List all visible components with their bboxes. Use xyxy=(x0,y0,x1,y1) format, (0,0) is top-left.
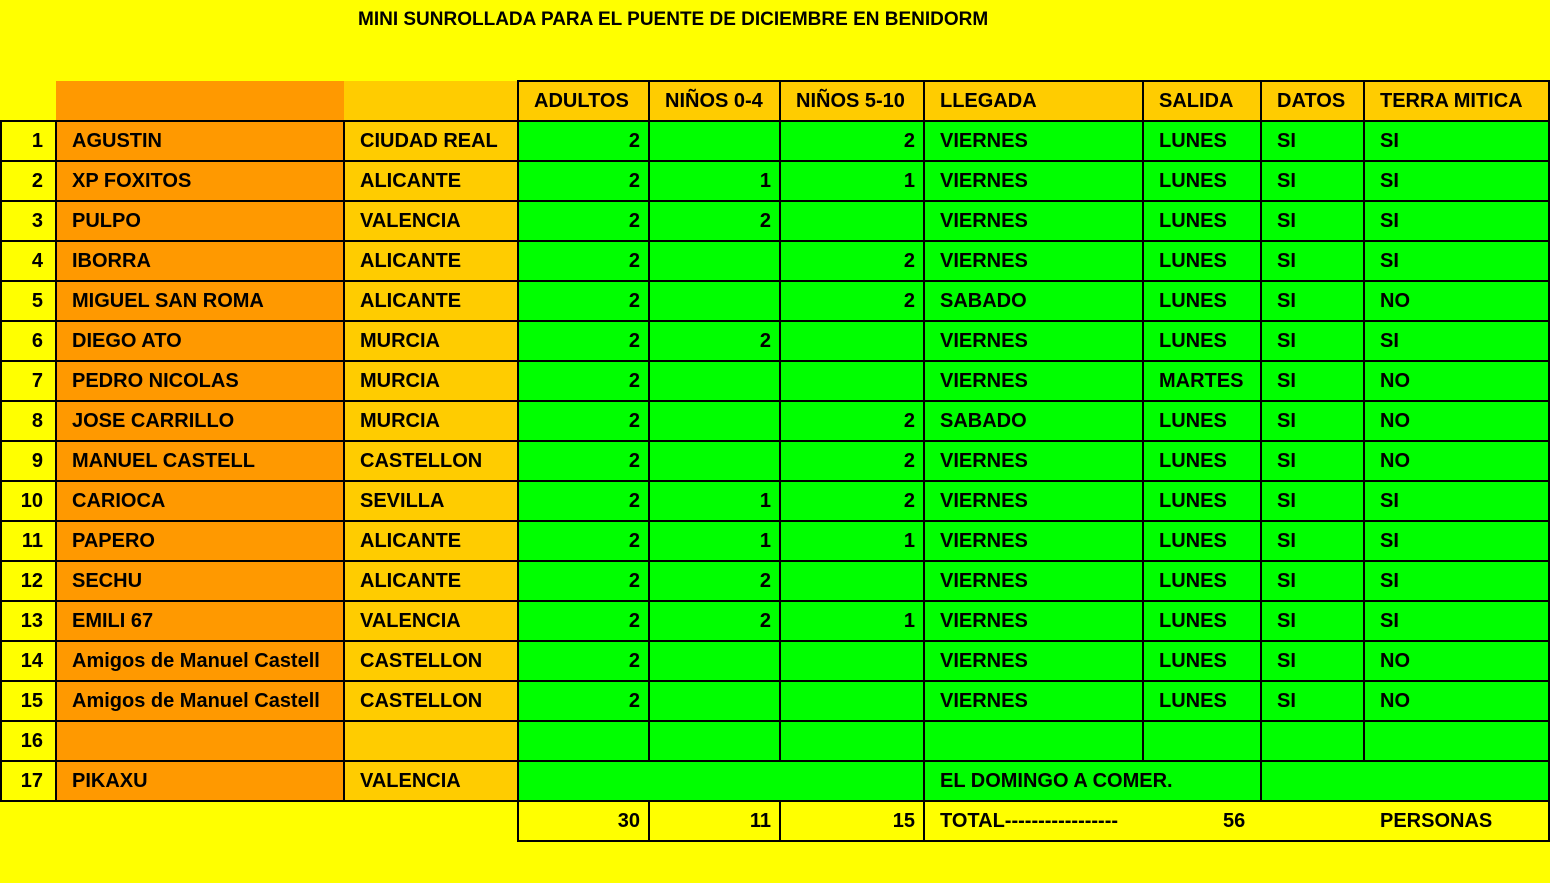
participant-city: SEVILLA xyxy=(344,481,518,521)
participant-city: MURCIA xyxy=(344,401,518,441)
participant-name: EMILI 67 xyxy=(56,601,344,641)
datos-value: SI xyxy=(1261,121,1364,161)
header-salida: SALIDA xyxy=(1143,81,1261,121)
datos-value: SI xyxy=(1261,441,1364,481)
participant-city: CIUDAD REAL xyxy=(344,121,518,161)
participants-table xyxy=(0,80,1550,842)
row-number: 6 xyxy=(1,321,56,361)
ninos-0-4-count xyxy=(649,121,780,161)
salida-day: LUNES xyxy=(1143,601,1261,641)
row-number: 15 xyxy=(1,681,56,721)
datos-value: SI xyxy=(1261,641,1364,681)
salida-day: LUNES xyxy=(1143,241,1261,281)
participant-name: MIGUEL SAN ROMA xyxy=(56,281,344,321)
adultos-count: 2 xyxy=(518,161,649,201)
participant-name: PULPO xyxy=(56,201,344,241)
table-row xyxy=(1,761,1549,801)
datos-value xyxy=(1261,721,1364,761)
llegada-day: VIERNES xyxy=(924,201,1143,241)
participant-name: AGUSTIN xyxy=(56,121,344,161)
terra-mitica-value: SI xyxy=(1364,521,1549,561)
llegada-day: VIERNES xyxy=(924,481,1143,521)
salida-day: LUNES xyxy=(1143,521,1261,561)
terra-mitica-value: NO xyxy=(1364,401,1549,441)
terra-mitica-value: NO xyxy=(1364,641,1549,681)
datos-value: SI xyxy=(1261,161,1364,201)
terra-mitica-value: SI xyxy=(1364,601,1549,641)
participant-city: ALICANTE xyxy=(344,161,518,201)
row-note: EL DOMINGO A COMER. xyxy=(924,761,1261,801)
llegada-day: VIERNES xyxy=(924,681,1143,721)
terra-mitica-value: SI xyxy=(1364,241,1549,281)
table-row xyxy=(1,361,1549,401)
terra-mitica-value: SI xyxy=(1364,201,1549,241)
llegada-day: VIERNES xyxy=(924,561,1143,601)
ninos-0-4-count: 1 xyxy=(649,521,780,561)
terra-mitica-value: NO xyxy=(1364,361,1549,401)
total-label: TOTAL----------------- xyxy=(940,810,1119,832)
ninos-0-4-count: 2 xyxy=(649,561,780,601)
table-row xyxy=(1,241,1549,281)
total-summary xyxy=(924,801,1549,841)
row-number: 7 xyxy=(1,361,56,401)
salida-day: LUNES xyxy=(1143,161,1261,201)
adultos-count xyxy=(518,721,649,761)
participant-city: VALENCIA xyxy=(344,201,518,241)
participant-name: IBORRA xyxy=(56,241,344,281)
llegada-day xyxy=(924,721,1143,761)
participant-name xyxy=(56,721,344,761)
ninos-0-4-count xyxy=(649,641,780,681)
llegada-day: VIERNES xyxy=(924,321,1143,361)
header-terra-mitica: TERRA MITICA xyxy=(1364,81,1549,121)
llegada-day: VIERNES xyxy=(924,161,1143,201)
llegada-day: VIERNES xyxy=(924,121,1143,161)
terra-mitica-value xyxy=(1364,721,1549,761)
table-row xyxy=(1,481,1549,521)
salida-day: MARTES xyxy=(1143,361,1261,401)
participant-name: DIEGO ATO xyxy=(56,321,344,361)
ninos-5-10-count xyxy=(780,321,924,361)
table-row xyxy=(1,681,1549,721)
row-number: 9 xyxy=(1,441,56,481)
adultos-count: 2 xyxy=(518,281,649,321)
sheet-title: MINI SUNROLLADA PARA EL PUENTE DE DICIEMBRE EN BENIDORM xyxy=(358,9,989,30)
row-number: 14 xyxy=(1,641,56,681)
terra-mitica-value: SI xyxy=(1364,161,1549,201)
table-row xyxy=(1,161,1549,201)
table-row xyxy=(1,601,1549,641)
ninos-0-4-count: 2 xyxy=(649,201,780,241)
adultos-count: 2 xyxy=(518,361,649,401)
terra-mitica-value: SI xyxy=(1364,481,1549,521)
ninos-0-4-count xyxy=(649,401,780,441)
ninos-0-4-count xyxy=(649,361,780,401)
llegada-day: VIERNES xyxy=(924,521,1143,561)
table-row xyxy=(1,521,1549,561)
ninos-0-4-count: 1 xyxy=(649,481,780,521)
terra-mitica-value: SI xyxy=(1364,121,1549,161)
datos-value: SI xyxy=(1261,361,1364,401)
ninos-5-10-count: 1 xyxy=(780,161,924,201)
row-number: 5 xyxy=(1,281,56,321)
participant-name: Amigos de Manuel Castell xyxy=(56,641,344,681)
ninos-0-4-count xyxy=(649,681,780,721)
total-ninos-5-10: 15 xyxy=(780,801,924,841)
ninos-0-4-count xyxy=(649,721,780,761)
adultos-count: 2 xyxy=(518,441,649,481)
salida-day: LUNES xyxy=(1143,681,1261,721)
terra-mitica-value: NO xyxy=(1364,441,1549,481)
llegada-day: SABADO xyxy=(924,281,1143,321)
participant-city: VALENCIA xyxy=(344,761,518,801)
participant-city: MURCIA xyxy=(344,321,518,361)
participant-city: VALENCIA xyxy=(344,601,518,641)
ninos-5-10-count: 2 xyxy=(780,121,924,161)
row-number: 1 xyxy=(1,121,56,161)
adultos-count: 2 xyxy=(518,641,649,681)
merged-empty-cell xyxy=(518,761,924,801)
ninos-5-10-count xyxy=(780,361,924,401)
table-row xyxy=(1,321,1549,361)
table-row xyxy=(1,641,1549,681)
participant-city: ALICANTE xyxy=(344,561,518,601)
table-row xyxy=(1,201,1549,241)
participant-city: CASTELLON xyxy=(344,641,518,681)
ninos-0-4-count: 2 xyxy=(649,601,780,641)
adultos-count: 2 xyxy=(518,121,649,161)
ninos-5-10-count: 2 xyxy=(780,401,924,441)
ninos-5-10-count xyxy=(780,721,924,761)
header-row xyxy=(1,81,1549,121)
header-ninos-5-10: NIÑOS 5-10 xyxy=(780,81,924,121)
datos-value: SI xyxy=(1261,241,1364,281)
row-number: 11 xyxy=(1,521,56,561)
salida-day: LUNES xyxy=(1143,321,1261,361)
participant-city: MURCIA xyxy=(344,361,518,401)
ninos-5-10-count: 2 xyxy=(780,481,924,521)
datos-value: SI xyxy=(1261,481,1364,521)
participant-city: ALICANTE xyxy=(344,521,518,561)
participant-name: CARIOCA xyxy=(56,481,344,521)
row-number: 16 xyxy=(1,721,56,761)
row-number: 4 xyxy=(1,241,56,281)
header-city-cell xyxy=(344,81,518,121)
participant-name: MANUEL CASTELL xyxy=(56,441,344,481)
adultos-count: 2 xyxy=(518,601,649,641)
salida-day: LUNES xyxy=(1143,641,1261,681)
table-row xyxy=(1,721,1549,761)
salida-day: LUNES xyxy=(1143,201,1261,241)
row-number: 10 xyxy=(1,481,56,521)
participant-city xyxy=(344,721,518,761)
ninos-0-4-count: 2 xyxy=(649,321,780,361)
datos-value: SI xyxy=(1261,401,1364,441)
salida-day: LUNES xyxy=(1143,121,1261,161)
ninos-5-10-count xyxy=(780,641,924,681)
ninos-5-10-count xyxy=(780,561,924,601)
merged-empty-cell xyxy=(1261,761,1549,801)
llegada-day: VIERNES xyxy=(924,601,1143,641)
adultos-count: 2 xyxy=(518,201,649,241)
salida-day: LUNES xyxy=(1143,561,1261,601)
total-value: 56 xyxy=(1223,810,1246,832)
ninos-5-10-count: 2 xyxy=(780,241,924,281)
table-row xyxy=(1,281,1549,321)
salida-day: LUNES xyxy=(1143,401,1261,441)
row-number: 13 xyxy=(1,601,56,641)
row-number: 3 xyxy=(1,201,56,241)
participant-city: ALICANTE xyxy=(344,281,518,321)
totals-row xyxy=(1,801,1549,841)
participant-name: XP FOXITOS xyxy=(56,161,344,201)
terra-mitica-value: NO xyxy=(1364,281,1549,321)
ninos-0-4-count xyxy=(649,281,780,321)
ninos-5-10-count: 2 xyxy=(780,281,924,321)
terra-mitica-value: NO xyxy=(1364,681,1549,721)
participant-name: SECHU xyxy=(56,561,344,601)
adultos-count: 2 xyxy=(518,521,649,561)
llegada-day: VIERNES xyxy=(924,361,1143,401)
llegada-day: VIERNES xyxy=(924,641,1143,681)
salida-day: LUNES xyxy=(1143,441,1261,481)
salida-day: LUNES xyxy=(1143,281,1261,321)
total-ninos-0-4: 11 xyxy=(649,801,780,841)
row-number: 12 xyxy=(1,561,56,601)
ninos-5-10-count xyxy=(780,681,924,721)
adultos-count: 2 xyxy=(518,681,649,721)
adultos-count: 2 xyxy=(518,401,649,441)
row-number: 17 xyxy=(1,761,56,801)
total-adultos: 30 xyxy=(518,801,649,841)
ninos-0-4-count xyxy=(649,241,780,281)
table-row xyxy=(1,121,1549,161)
ninos-5-10-count: 2 xyxy=(780,441,924,481)
llegada-day: VIERNES xyxy=(924,241,1143,281)
total-unit: PERSONAS xyxy=(1380,810,1493,832)
participant-city: CASTELLON xyxy=(344,441,518,481)
totals-spacer xyxy=(1,801,518,841)
header-name-cell xyxy=(56,81,344,121)
header-ninos-0-4: NIÑOS 0-4 xyxy=(649,81,780,121)
datos-value: SI xyxy=(1261,521,1364,561)
header-llegada: LLEGADA xyxy=(924,81,1143,121)
datos-value: SI xyxy=(1261,281,1364,321)
row-number: 2 xyxy=(1,161,56,201)
ninos-5-10-count: 1 xyxy=(780,521,924,561)
participant-city: CASTELLON xyxy=(344,681,518,721)
datos-value: SI xyxy=(1261,201,1364,241)
table-row xyxy=(1,561,1549,601)
datos-value: SI xyxy=(1261,561,1364,601)
table-row xyxy=(1,401,1549,441)
adultos-count: 2 xyxy=(518,561,649,601)
datos-value: SI xyxy=(1261,601,1364,641)
header-datos: DATOS xyxy=(1261,81,1364,121)
participant-city: ALICANTE xyxy=(344,241,518,281)
participant-name: PEDRO NICOLAS xyxy=(56,361,344,401)
row-number: 8 xyxy=(1,401,56,441)
datos-value: SI xyxy=(1261,321,1364,361)
table-row xyxy=(1,441,1549,481)
adultos-count: 2 xyxy=(518,241,649,281)
salida-day: LUNES xyxy=(1143,481,1261,521)
llegada-day: SABADO xyxy=(924,401,1143,441)
adultos-count: 2 xyxy=(518,481,649,521)
participant-name: PIKAXU xyxy=(56,761,344,801)
ninos-0-4-count xyxy=(649,441,780,481)
participant-name: PAPERO xyxy=(56,521,344,561)
llegada-day: VIERNES xyxy=(924,441,1143,481)
ninos-0-4-count: 1 xyxy=(649,161,780,201)
header-corner-cell xyxy=(1,81,56,121)
datos-value: SI xyxy=(1261,681,1364,721)
salida-day xyxy=(1143,721,1261,761)
adultos-count: 2 xyxy=(518,321,649,361)
participant-name: Amigos de Manuel Castell xyxy=(56,681,344,721)
ninos-5-10-count xyxy=(780,201,924,241)
terra-mitica-value: SI xyxy=(1364,561,1549,601)
ninos-5-10-count: 1 xyxy=(780,601,924,641)
participant-name: JOSE CARRILLO xyxy=(56,401,344,441)
header-adultos: ADULTOS xyxy=(518,81,649,121)
terra-mitica-value: SI xyxy=(1364,321,1549,361)
